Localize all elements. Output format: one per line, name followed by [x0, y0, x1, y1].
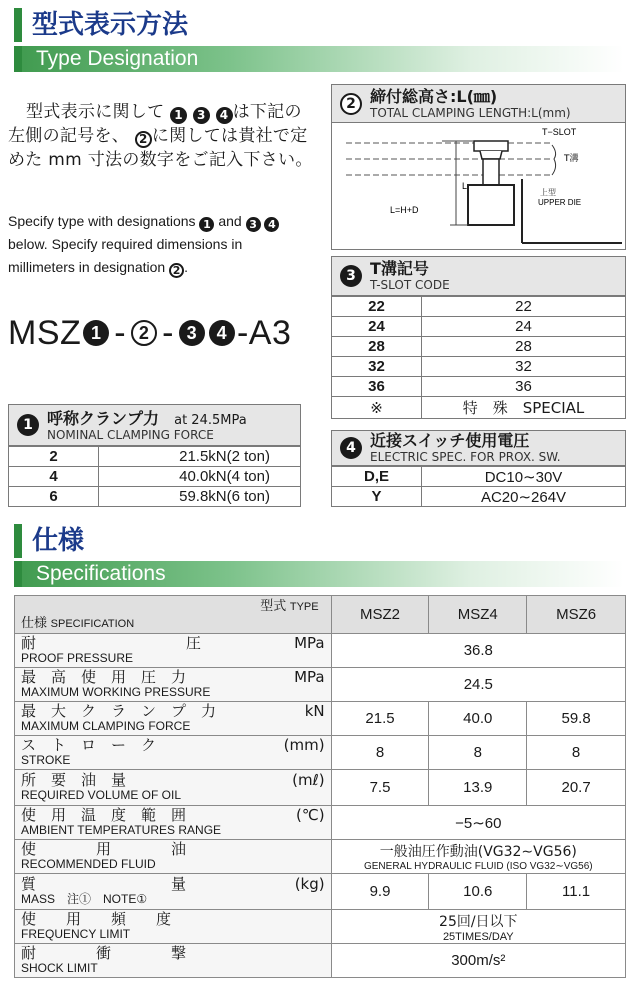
clamping-force-box: 1 呼称クランプ力 at 24.5MPa NOMINAL CLAMPING FORCE 2 21.5kN(2 ton) 4 40.0kN(4 ton) 6 59.8kN(6 ton) — [8, 404, 301, 507]
spec-row-fluid: 使 用 油 RECOMMENDED FLUID 一般油圧作動油(VG32∼VG56) GENERAL HYDRAULIC FLUID (ISO VG32∼VG56) — [15, 840, 626, 874]
mark-3: 3 — [179, 320, 205, 346]
spec-row-proof: 耐 圧 MPa PROOF PRESSURE 36.8 — [15, 634, 626, 668]
spec-row-max-clamp: 最 大 ク ラ ン プ 力 kN MAXIMUM CLAMPING FORCE 21.5 40.0 59.8 — [15, 702, 626, 736]
spec-row-max-work: 最 高 使 用 圧 力 MPa MAXIMUM WORKING PRESSURE 24.5 — [15, 668, 626, 702]
model-code: MSZ 1 - 2 - 3 4 -A3 — [8, 313, 292, 352]
spec-title-en: Specifications — [14, 561, 624, 587]
table-row: 6 59.8kN(6 ton) — [9, 487, 301, 507]
table-row: 4 40.0kN(4 ton) — [9, 467, 301, 487]
svg-text:上型: 上型 — [540, 188, 556, 197]
intro-en: Specify type with designations 1 and 3 4 below. Specify required dimensions in millimeters in designation 2 . — [8, 210, 313, 279]
section-title-jp: 型式表示方法 — [14, 8, 256, 42]
spec-header-row: 型式 TYPE 仕様 SPECIFICATION MSZ2 MSZ4 MSZ6 — [15, 596, 626, 634]
spec-table — [14, 595, 626, 978]
spec-row-shock: 耐 衝 撃 SHOCK LIMIT 300m/s² — [15, 944, 626, 978]
table-row: 32 32 — [332, 357, 626, 377]
table-row: 22 22 — [332, 297, 626, 317]
table-row: 28 28 — [332, 337, 626, 357]
table-row: ※ 特 殊 SPECIAL — [332, 397, 626, 419]
mark-1: 1 — [83, 320, 109, 346]
spec-row-temp: 使 用 温 度 範 囲 (℃) AMBIENT TEMPERATURES RANGE −5∼60 — [15, 806, 626, 840]
table-row: D,E DC10∼30V — [332, 467, 626, 487]
svg-text:T−SLOT: T−SLOT — [542, 127, 577, 137]
svg-text:L=H+D: L=H+D — [390, 205, 419, 215]
clamping-diagram — [332, 123, 625, 249]
svg-text:T溝: T溝 — [564, 154, 579, 164]
mark-4: 4 — [209, 320, 235, 346]
spec-row-oil: 所 要 油 量 (mℓ) REQUIRED VOLUME OF OIL 7.5 13.9 20.7 — [15, 770, 626, 806]
spec-title-jp: 仕様 — [14, 524, 134, 558]
table-row: 2 21.5kN(2 ton) — [9, 447, 301, 467]
section-title-en: Type Designation — [14, 46, 624, 72]
svg-text:UPPER DIE: UPPER DIE — [538, 198, 582, 207]
spec-row-freq: 使 用 頻 度 FREQUENCY LIMIT 25回/日以下 25TIMES/DAY — [15, 910, 626, 944]
table-row: 36 36 — [332, 377, 626, 397]
switch-voltage-box: 4 近接スイッチ使用電圧 ELECTRIC SPEC. FOR PROX. SW. D,E DC10∼30V Y AC20∼264V — [331, 430, 626, 507]
table-row: 24 24 — [332, 317, 626, 337]
mark-2: 2 — [131, 320, 157, 346]
tslot-code-box: 3 T溝記号 T-SLOT CODE 22 22 24 24 28 28 32 32 36 36 ※ 特 殊 SPECIAL — [331, 256, 626, 419]
spec-row-mass: 質 量 (kg) MASS 注① NOTE① 9.9 10.6 11.1 — [15, 874, 626, 910]
table-row: Y AC20∼264V — [332, 487, 626, 507]
spec-row-stroke: ス ト ロ ー ク (mm) STROKE 8 8 8 — [15, 736, 626, 770]
svg-text:L: L — [462, 181, 468, 191]
clamping-length-box: 2 締付総高さ:L(㎜) TOTAL CLAMPING LENGTH:L(mm) L T−SLOT T溝 上型 UPPER DIE L=H+D — [331, 84, 626, 250]
intro-jp: 型式表示に関して 1 3 4 は下記の左側の記号を、 2 に関しては貴社で定めた mm 寸法の数字をご記入下さい。 — [8, 102, 313, 170]
